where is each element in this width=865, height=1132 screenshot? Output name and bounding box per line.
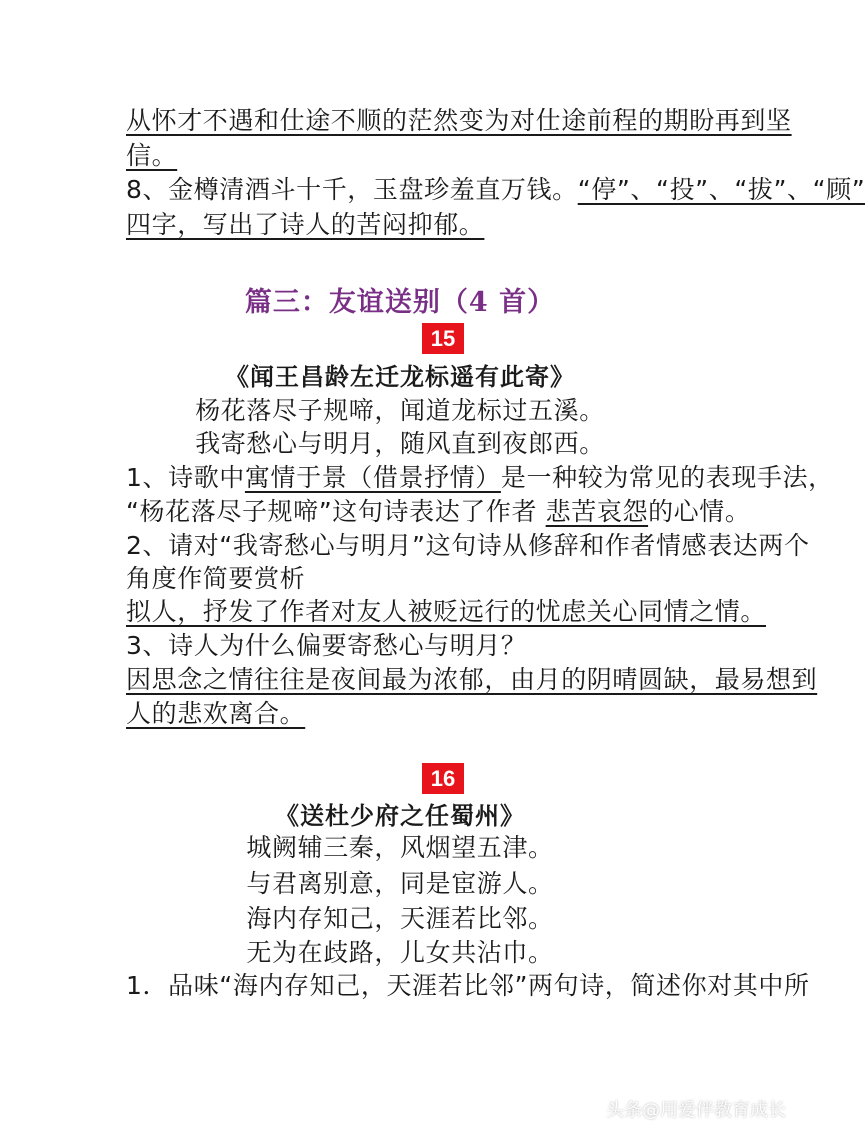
poem-verse: 杨花落尽子规啼，闻道龙标过五溪。	[195, 396, 605, 425]
question-1	[126, 460, 834, 496]
question-8-keywords: “停”、“投”、“拔”、“顾”	[577, 175, 865, 204]
question-8	[126, 172, 865, 208]
question-1: 1．品味“海内存知己，天涯若比邻”两句诗，简述你对其中所	[126, 971, 810, 1000]
question-1-text: 的心情。	[648, 497, 751, 526]
answer-blank: 悲苦哀怨	[545, 497, 649, 526]
poem-number-badge: 16	[422, 763, 464, 794]
poem-verse: 城阙辅三秦，风烟望五津。	[246, 833, 554, 862]
answer-3: 因思念之情往往是夜间最为浓郁，由月的阴晴圆缺，最易想到	[126, 665, 818, 694]
answer-blank: 寓情于景（借景抒情）	[244, 463, 501, 492]
question-3: 3、诗人为什么偏要寄愁心与明月？	[126, 631, 527, 660]
answer-line-1: 从怀才不遇和仕途不顺的茫然变为对仕途前程的期盼再到坚	[126, 106, 792, 135]
answer-2: 拟人，抒发了作者对友人被贬远行的忧虑关心同情之情。	[126, 597, 767, 626]
answer-line-2: 信。	[126, 141, 178, 170]
question-2-cont: 角度作简要赏析	[126, 564, 306, 593]
answer-3-cont: 人的悲欢离合。	[126, 699, 306, 728]
question-1-text: 1、诗歌中	[126, 463, 245, 492]
question-1-text: 是一种较为常见的表现手法，	[500, 463, 834, 492]
section-heading: 篇三：友谊送别（4 首）	[244, 287, 556, 318]
poem-title: 《送杜少府之任蜀州》	[275, 801, 525, 830]
poem-number-badge: 15	[422, 323, 464, 354]
question-8-text: 8、金樽清酒斗十千，玉盘珍羞直万钱。	[126, 175, 578, 204]
question-1-text: “杨花落尽子规啼”这句诗表达了作者	[126, 497, 546, 526]
poem-verse: 与君离别意，同是宦游人。	[246, 869, 554, 898]
poem-title: 《闻王昌龄左迁龙标遥有此寄》	[225, 362, 575, 391]
question-1-cont	[126, 494, 750, 530]
answer-8: 四字，写出了诗人的苦闷抑郁。	[126, 210, 485, 239]
poem-verse: 海内存知己，天涯若比邻。	[246, 904, 554, 933]
poem-verse: 无为在歧路，儿女共沾巾。	[246, 938, 554, 967]
question-2: 2、请对“我寄愁心与明月”这句诗从修辞和作者情感表达两个	[126, 531, 810, 560]
watermark: 头条@用爱伴教育成长	[606, 1100, 786, 1121]
poem-verse: 我寄愁心与明月，随风直到夜郎西。	[195, 429, 605, 458]
